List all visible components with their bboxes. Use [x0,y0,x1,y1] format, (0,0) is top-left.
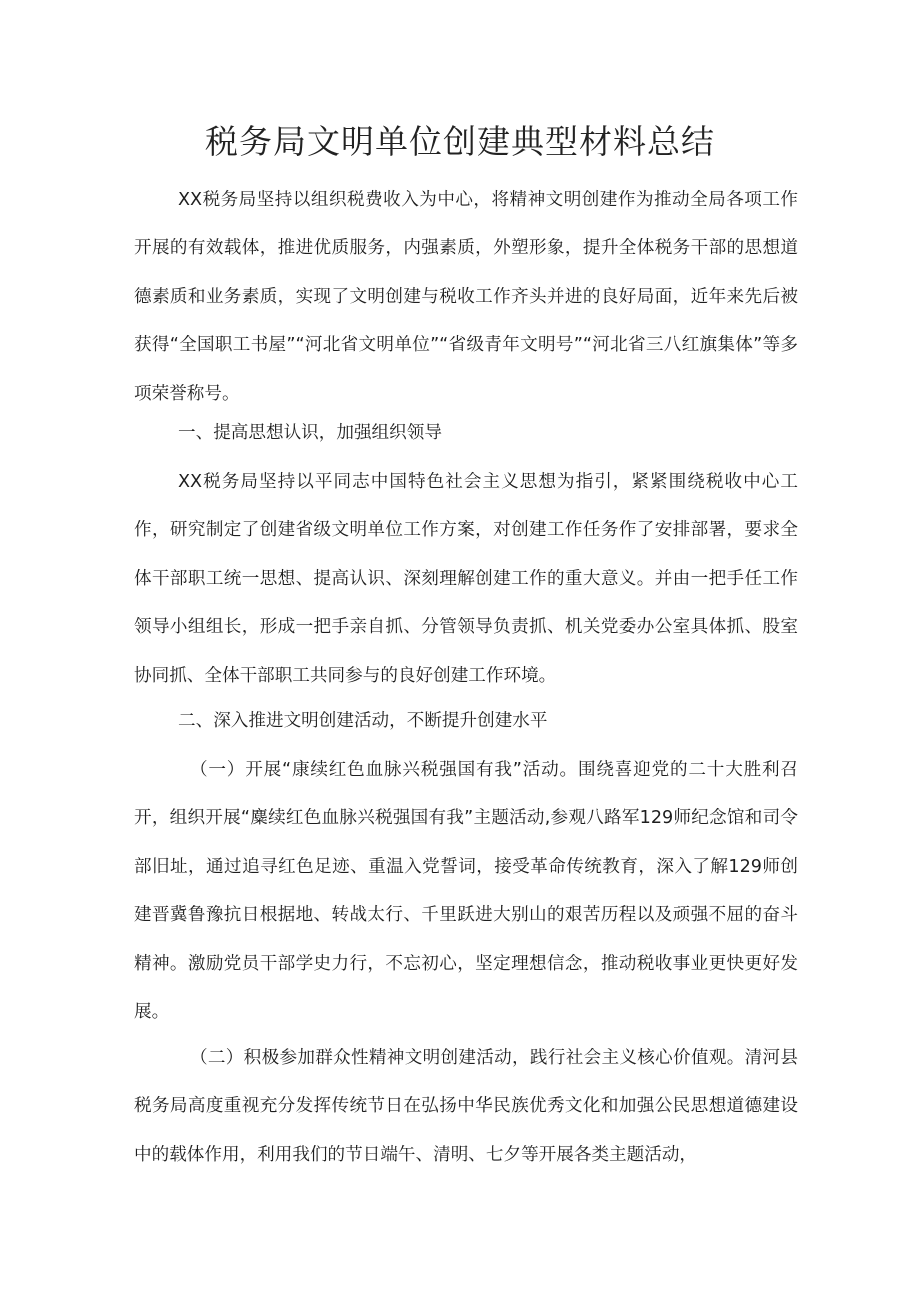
section-heading-2: 二、深入推进文明创建活动，不断提升创建水平 [178,711,548,731]
paragraph-intro: XX税务局坚持以组织税费收入为中心，将精神文明创建作为推动全局各项工作开展的有效载体，推进优质服务，内强素质，外塑形象，提升全体税务干部的思想道德素质和业务素质，实现了文明创建与税收工作齐头并进的良好局面，近年来先后被获得“全国职工书屋”“河北省文明单位”“省级青年文明号”“河北省三八红旗集体”等多项荣誉称号。 [134,190,798,404]
section-heading-1: 一、提高思想认识，加强组织领导 [178,423,442,443]
paragraph-subsection-2: （二）积极参加群众性精神文明创建活动，践行社会主义核心价值观。清河县税务局高度重视充分发挥传统节日在弘扬中华民族优秀文化和加强公民思想道德建设中的载体作用，利用我们的节日端午、清明、七夕等开展各类主题活动， [134,1048,798,1165]
document-title: 税务局文明单位创建典型材料总结 [205,122,715,161]
paragraph-subsection-1: （一）开展“康续红色血脉兴税强国有我”活动。围绕喜迎党的二十大胜利召开，组织开展“麋续红色血脉兴税强国有我”主题活动,参观八路军129师纪念馆和司令部旧址，通过追寻红色足迹、重温入党誓词，接受革命传统教育，深入了解129师创建晋冀鲁豫抗日根据地、转战太行、千里跃进大别山的艰苦历程以及顽强不屈的奋斗精神。激励党员干部学史力行，不忘初心，坚定理想信念，推动税收事业更快更好发展。 [134,760,798,1023]
paragraph-section-1: XX税务局坚持以平同志中国特色社会主义思想为指引，紧紧围绕税收中心工作，研究制定了创建省级文明单位工作方案，对创建工作任务作了安排部署，要求全体干部职工统一思想、提高认识、深刻理解创建工作的重大意义。并由一把手任工作领导小组组长，形成一把手亲自抓、分管领导负责抓、机关党委办公室具体抓、股室协同抓、全体干部职工共同参与的良好创建工作环境。 [134,472,798,686]
